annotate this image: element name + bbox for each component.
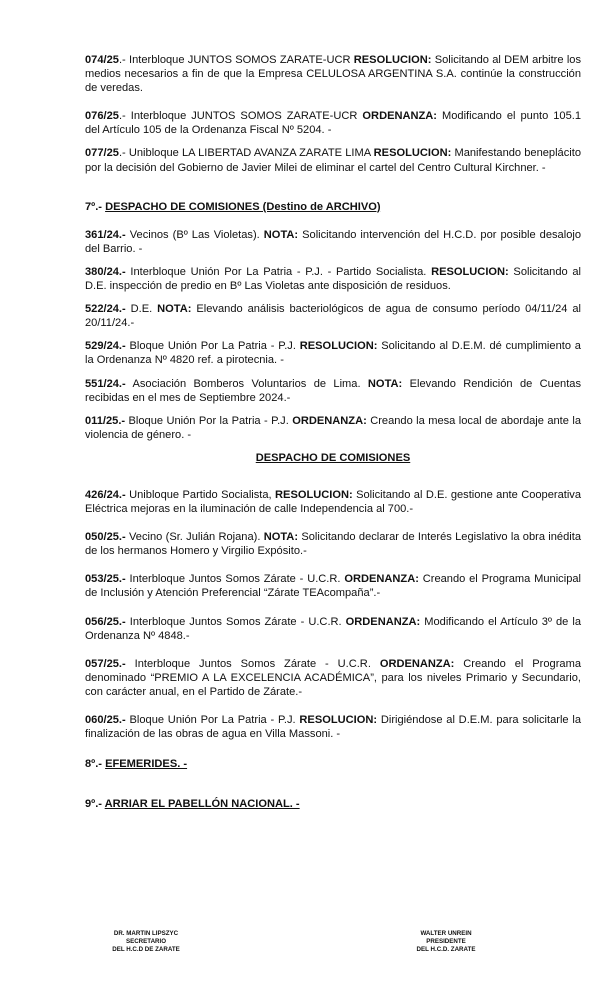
section-8-heading: [85, 757, 581, 771]
item-author: Interbloque Juntos Somos Zárate - U.C.R.: [125, 615, 346, 628]
section-number: 9º.-: [85, 798, 105, 811]
item-separator: .-: [118, 54, 129, 66]
item-description: Solicitando al D.E. inspección de predio en Bº Las Violetas ante disposición de residuos.: [85, 265, 582, 293]
item-separator: .-: [118, 147, 129, 160]
agenda-item-060-25: [85, 713, 581, 741]
signature-president: [405, 930, 487, 953]
item-description: Creando la mesa local de abordaje ante la violencia de género. -: [85, 414, 581, 441]
item-author: Vecino (Sr. Julián Rojana).: [125, 531, 264, 544]
item-description: Manifestando beneplácito por la decisión del Gobierno de Javier Milei de eliminar el cartel del Centro Cultural Kirchner. -: [85, 147, 581, 174]
item-type: RESOLUCION:: [373, 147, 452, 160]
item-author: Interbloque JUNTOS SOMOS ZARATE-UCR: [129, 54, 354, 66]
signature-name: WALTER UNREIN: [420, 930, 472, 937]
item-description: Solicitando al DEM arbitre los medios necesarios a fin de que la Empresa CELULOSA ARGENTINA S.A. continúe la construcción de veredas.: [85, 54, 581, 95]
item-author: Unibloque Partido Socialista,: [125, 488, 276, 501]
item-number: 053/25.-: [85, 573, 126, 586]
item-description: Solicitando al D.E. gestione ante Cooperativa Eléctrica mejoras en la iluminación de calle Independencia al 700.-: [85, 488, 582, 516]
item-number: 050/25.-: [85, 531, 126, 544]
signature-role: SECRETARIO: [125, 937, 167, 945]
item-type: RESOLUCION:: [431, 265, 509, 278]
item-author: Interbloque Unión Por La Patria - P.J. - Partido Socialista.: [125, 265, 432, 278]
agenda-item-522-24: [85, 302, 581, 330]
item-type: ORDENANZA:: [344, 573, 419, 586]
section-title: EFEMERIDES. -: [105, 758, 188, 771]
item-number: 011/25.-: [85, 414, 126, 427]
item-number: 060/25.-: [85, 714, 126, 726]
agenda-item-011-25: [85, 414, 581, 442]
agenda-item-056-25: [85, 615, 581, 643]
item-number: 529/24.-: [85, 340, 126, 353]
item-type: RESOLUCION:: [353, 54, 432, 66]
item-description: Solicitando al D.E.M. dé cumplimiento a la Ordenanza Nº 4820 ref. a pirotecnia. -: [85, 340, 581, 367]
agenda-item-074-25: [85, 53, 581, 95]
item-type: NOTA:: [367, 377, 403, 390]
section-title: ARRIAR EL PABELLÓN NACIONAL. -: [104, 798, 300, 811]
item-type: RESOLUCION:: [299, 714, 378, 726]
item-author: D.E.: [125, 303, 158, 316]
item-number: 057/25.-: [85, 657, 126, 670]
document-page: [85, 53, 581, 811]
signature-institution: DEL H.C.D. ZARATE: [416, 945, 476, 953]
item-description: Creando el Programa denominado “PREMIO A LA EXCELENCIA ACADÉMICA”, para los niveles Primario y Secundario, con carácter anual, en el Partido de Zárate.-: [85, 657, 581, 698]
item-description: Modificando el Artículo 3º de la Ordenanza Nº 4848.-: [85, 615, 581, 642]
section-9-heading: [85, 797, 581, 811]
item-description: Elevando análisis bacteriológicos de agua de consumo período 04/11/24 al 20/11/24.-: [85, 303, 581, 330]
agenda-item-529-24: [85, 339, 581, 367]
despacho-heading: DESPACHO DE COMISIONES: [255, 451, 411, 464]
agenda-item-361-24: [85, 228, 581, 256]
item-type: ORDENANZA:: [362, 110, 437, 123]
item-description: Creando el Programa Municipal de Inclusión y Atención Preferencial “Zárate TEAcompaña”.-: [85, 573, 581, 600]
item-author: Interbloque JUNTOS SOMOS ZARATE-UCR: [130, 110, 363, 123]
item-type: RESOLUCION:: [299, 340, 378, 353]
item-number: 361/24.-: [85, 228, 126, 241]
item-author: Unibloque LA LIBERTAD AVANZA ZARATE LIMA: [128, 147, 374, 160]
agenda-item-053-25: [85, 572, 581, 600]
item-number: 426/24.-: [85, 488, 126, 501]
agenda-item-050-25: [85, 530, 581, 558]
item-separator: .-: [118, 110, 131, 123]
section-number: 7º.-: [85, 200, 106, 213]
agenda-item-076-25: [85, 109, 581, 137]
item-author: Bloque Unión Por la Patria - P.J.: [125, 414, 293, 427]
item-type: RESOLUCION:: [275, 488, 353, 501]
item-description: Modificando el punto 105.1 del Artículo 105 de la Ordenanza Fiscal Nº 5204. -: [85, 110, 582, 137]
item-number: 551/24.-: [85, 377, 126, 390]
item-number: 074/25: [85, 54, 119, 66]
item-type: ORDENANZA:: [379, 657, 455, 670]
signature-name: DR. MARTIN LIPSZYC: [113, 930, 179, 937]
item-number: 522/24.-: [85, 303, 126, 316]
agenda-item-057-25: [85, 657, 581, 699]
agenda-item-426-24: [85, 488, 581, 516]
item-number: 076/25: [85, 110, 119, 123]
signature-secretary: [100, 930, 192, 953]
item-number: 380/24.-: [85, 265, 126, 278]
section-title: DESPACHO DE COMISIONES (Destino de ARCHIVO): [105, 200, 381, 213]
item-type: NOTA:: [263, 228, 299, 241]
item-type: NOTA:: [263, 531, 299, 544]
item-number: 077/25: [85, 147, 119, 160]
section-number: 8º.-: [85, 758, 106, 771]
agenda-item-380-24: [85, 265, 581, 293]
item-type: ORDENANZA:: [292, 414, 367, 427]
item-author: Bloque Unión Por La Patria - P.J.: [125, 714, 300, 726]
item-author: Interbloque Juntos Somos Zárate - U.C.R.: [125, 657, 380, 670]
signature-institution: DEL H.C.D DE ZARATE: [112, 945, 180, 953]
item-author: Interbloque Juntos Somos Zárate - U.C.R.: [125, 573, 345, 586]
item-type: ORDENANZA:: [345, 615, 421, 628]
item-description: Solicitando intervención del H.C.D. por posible desalojo del Barrio. -: [85, 228, 581, 255]
item-author: Bloque Unión Por La Patria - P.J.: [125, 340, 300, 353]
item-author: Vecinos (Bº Las Violetas).: [125, 228, 264, 241]
item-description: Solicitando declarar de Interés Legislativo la obra inédita de los hermanos Homero y Virgilio Expósito.-: [85, 531, 581, 558]
section-7-heading: [85, 200, 581, 214]
signature-role: PRESIDENTE: [426, 937, 466, 945]
agenda-item-077-25: [85, 146, 581, 174]
item-number: 056/25.-: [85, 615, 126, 628]
item-type: NOTA:: [157, 303, 192, 316]
item-description: Elevando Rendición de Cuentas recibidas en el mes de Septiembre 2024.-: [85, 377, 581, 404]
item-author: Asociación Bomberos Voluntarios de Lima.: [125, 377, 368, 390]
item-description: Dirigiéndose al D.E.M. para solicitarle la finalización de las obras de agua en Villa Massoni. -: [85, 714, 581, 741]
agenda-item-551-24: [85, 377, 581, 405]
